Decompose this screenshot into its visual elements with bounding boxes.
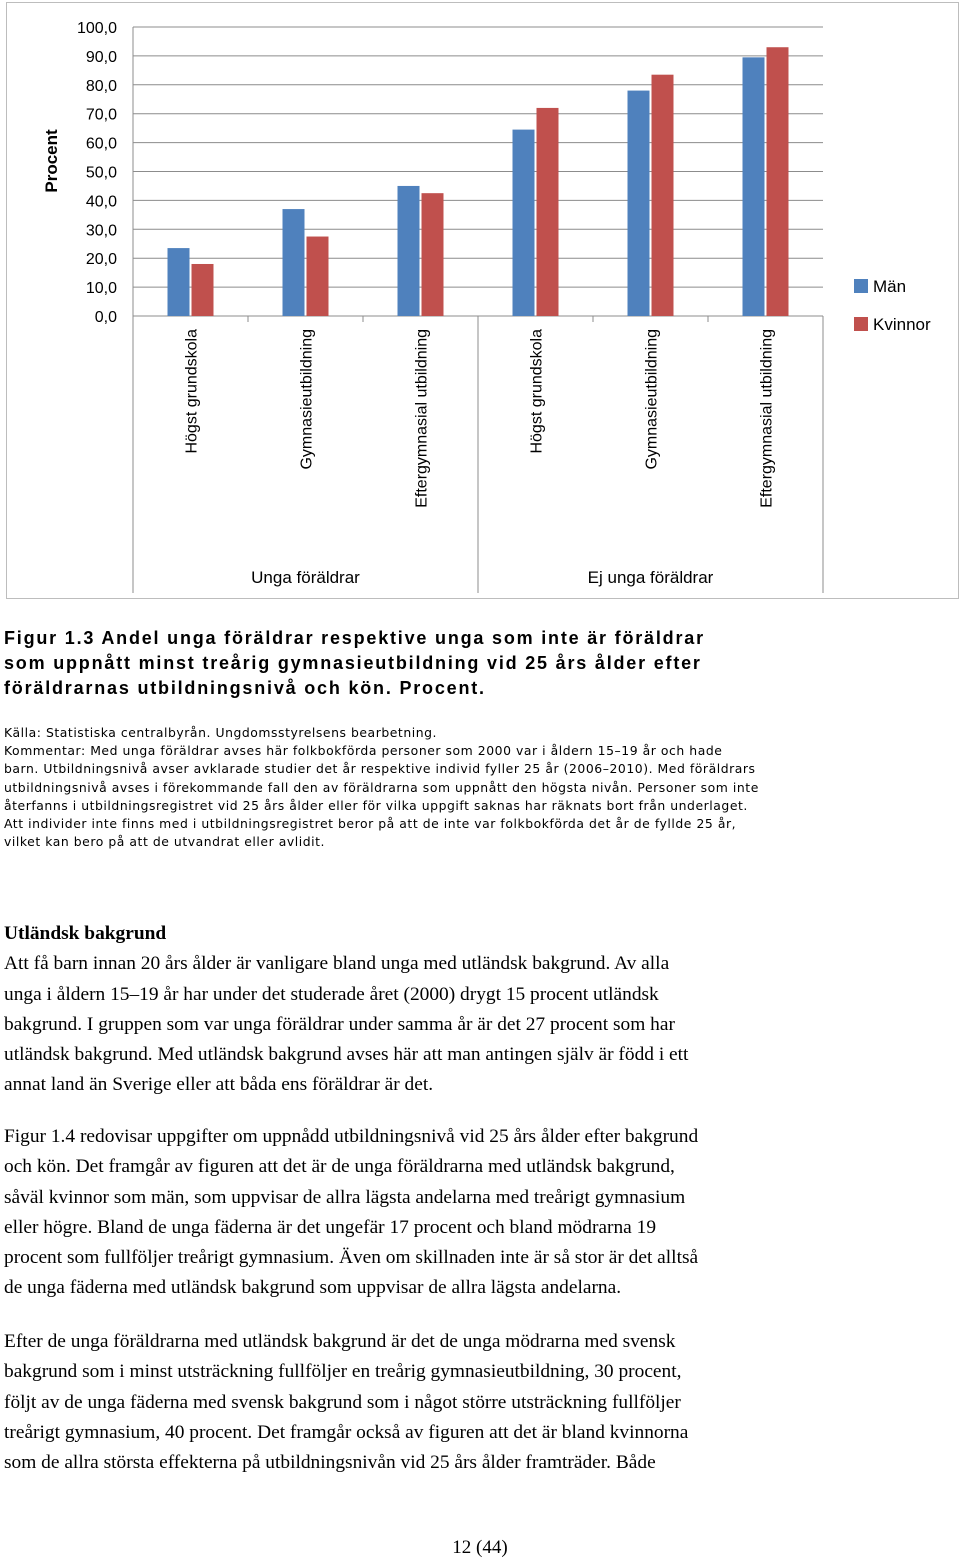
y-tick-label: 0,0 (94, 309, 117, 326)
bar-kvinnor (537, 108, 559, 316)
bar-män (168, 248, 190, 316)
section-heading: Utländsk bakgrund (4, 923, 167, 944)
text-line: såväl kvinnor som män, som uppvisar de allra lägsta andelarna med treårigt gymnasium (4, 1186, 686, 1208)
bar-män (398, 186, 420, 316)
text-line: utländsk bakgrund. Med utländsk bakgrund avses här att man antingen själv är född i ett (4, 1044, 689, 1066)
bar-kvinnor (307, 237, 329, 316)
caption-line: föräldrarnas utbildningsnivå och kön. Procent. (4, 678, 486, 698)
legend-label: Män (873, 277, 907, 296)
group-label: Unga föräldrar (251, 568, 360, 587)
comment-line: Att individer inte finns med i utbildningsregistret beror på att de inte var folkbokförda det år de fyllde 25 år, (4, 816, 737, 832)
y-tick-label: 50,0 (85, 164, 117, 182)
figure-notes (4, 724, 954, 851)
y-tick-label: 80,0 (85, 77, 117, 95)
text-line: Figur 1.4 redovisar uppgifter om uppnådd utbildningsnivå vid 25 års ålder efter bakgrund (4, 1126, 699, 1147)
x-tick-label: Högst grundskola (183, 329, 201, 454)
y-tick-label: 90,0 (85, 48, 117, 66)
y-tick-label: 30,0 (85, 222, 117, 240)
paragraph-svensk-bakgrund (4, 1327, 954, 1478)
paragraph-figure-1-4 (4, 1122, 954, 1304)
bar-män (513, 130, 535, 316)
bar-chart (7, 3, 960, 600)
caption-line: Figur 1.3 Andel unga föräldrar respektive unga som inte är föräldrar (4, 628, 705, 648)
comment-line: barn. Utbildningsnivå avser avklarade studier det år respektive individ fyller 25 år (2006–2010). Med föräldrars (4, 761, 756, 777)
bar-kvinnor (767, 47, 789, 316)
text-line: eller högre. Bland de unga fäderna är det ungefär 17 procent och bland mödrarna 19 (4, 1216, 657, 1238)
text-line: och kön. Det framgår av figuren att det är de unga föräldrarna med utländsk bakgrund, (4, 1156, 675, 1178)
comment-line: vilket kan bero på att de utvandrat eller avlidit. (4, 834, 326, 850)
text-line: treårigt gymnasium, 40 procent. Det framgår också av figuren att det är bland kvinnorna (4, 1421, 689, 1443)
y-tick-label: 20,0 (85, 251, 117, 269)
bar-kvinnor (652, 75, 674, 316)
figure-caption (4, 626, 954, 701)
text-line: bakgrund. I gruppen som var unga föräldrar under samma år är det 27 procent som har (4, 1013, 675, 1035)
comment-line: Kommentar: Med unga föräldrar avses här folkbokförda personer som 2000 var i åldern 15–19 år och hade (4, 743, 723, 759)
text-line: de unga fäderna med utländsk bakgrund som uppvisar de allra lägsta andelarna. (4, 1277, 622, 1299)
legend-label: Kvinnor (873, 315, 931, 334)
text-line: bakgrund som i minst utsträckning fullföljer en treårig gymnasieutbildning, 30 procent, (4, 1361, 682, 1383)
comment-line: utbildningsnivå avses i förekommande fall den av föräldrarna som uppnått den högsta nivån. Personer som inte (4, 779, 759, 795)
bar-män (628, 91, 650, 316)
bar-kvinnor (192, 264, 214, 316)
x-tick-label: Eftergymnasial utbildning (758, 329, 776, 508)
legend-swatch (854, 279, 868, 293)
text-line: följt av de unga fäderna med svensk bakgrund som i något större utsträckning fullföljer (4, 1391, 681, 1413)
text-line: som de allra största effekterna på utbildningsnivån vid 25 års ålder framträder. Både (4, 1452, 656, 1474)
y-tick-label: 70,0 (85, 106, 117, 124)
x-tick-label: Högst grundskola (528, 329, 546, 454)
text-line: procent som fullföljer treårigt gymnasium. Även om skillnaden inte är så stor är det alltså (4, 1247, 699, 1269)
bar-män (743, 57, 765, 316)
y-tick-label: 100,0 (76, 20, 117, 37)
bar-kvinnor (422, 193, 444, 316)
page-number: 12 (44) (452, 1537, 508, 1558)
text-line: Att få barn innan 20 års ålder är vanligare bland unga med utländsk bakgrund. Av alla (4, 953, 670, 975)
text-line: annat land än Sverige eller att båda ens föräldrar är det. (4, 1074, 434, 1096)
comment-line: återfanns i utbildningsregistret vid 25 års ålder eller för vilka uppgift saknas har räknats bort från underlaget. (4, 797, 748, 813)
y-tick-label: 10,0 (85, 280, 117, 298)
group-label: Ej unga föräldrar (587, 568, 714, 587)
y-tick-label: 60,0 (85, 135, 117, 153)
x-tick-label: Gymnasieutbildning (298, 329, 316, 470)
x-tick-label: Gymnasieutbildning (643, 329, 661, 470)
legend-swatch (854, 317, 868, 331)
source-line: Källa: Statistiska centralbyrån. Ungdomsstyrelsens bearbetning. (4, 725, 438, 740)
x-tick-label: Eftergymnasial utbildning (413, 329, 431, 508)
text-line: Efter de unga föräldrarna med utländsk bakgrund är det de unga mödrarna med svensk (4, 1331, 676, 1352)
bar-män (283, 209, 305, 316)
section-utlandsk-bakgrund (4, 919, 954, 1101)
caption-line: som uppnått minst treårig gymnasieutbildning vid 25 års ålder efter (4, 653, 702, 673)
y-axis-label: Procent (42, 129, 61, 193)
y-tick-label: 40,0 (85, 193, 117, 211)
figure-chart (6, 2, 959, 599)
text-line: unga i åldern 15–19 år har under det studerade året (2000) drygt 15 procent utländsk (4, 983, 659, 1005)
